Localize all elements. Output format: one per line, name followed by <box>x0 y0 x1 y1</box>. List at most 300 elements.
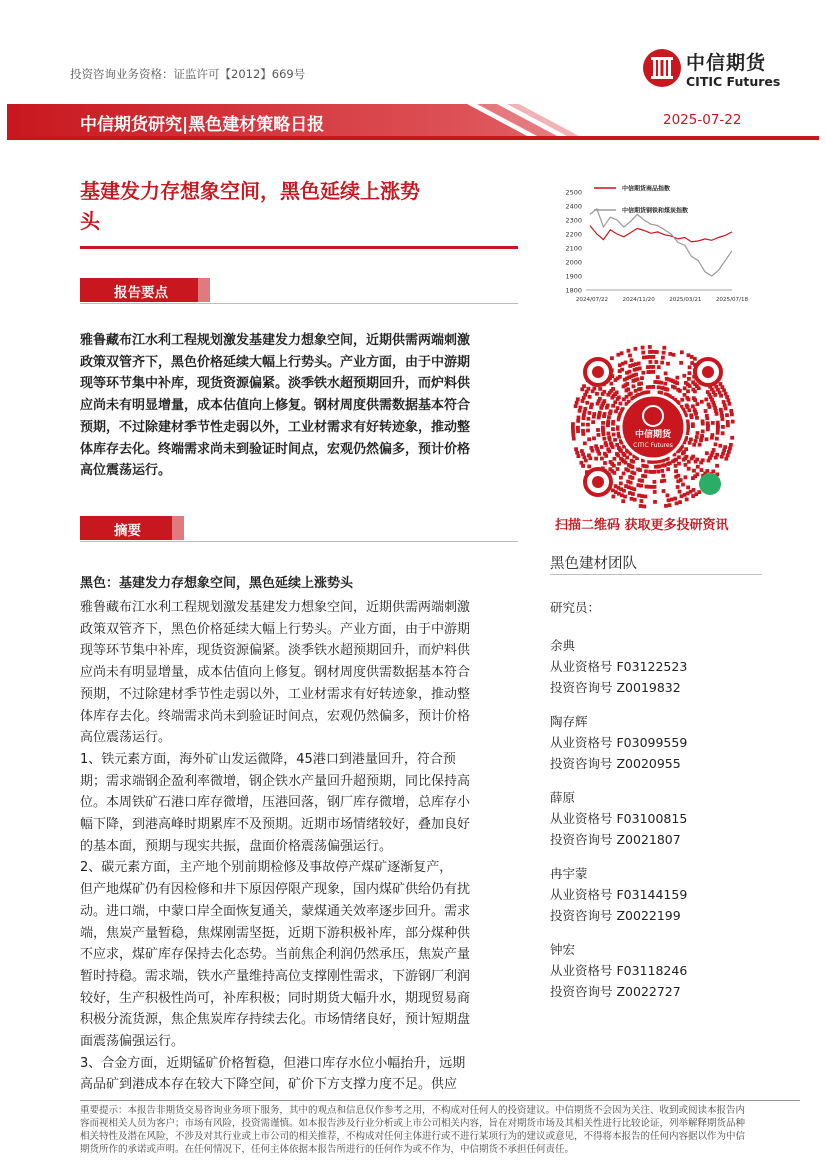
qr-module <box>652 350 656 354</box>
researcher-qual: 从业资格号 F03100815 <box>550 811 688 826</box>
qr-module <box>617 432 621 436</box>
qr-finder-dot <box>592 476 604 488</box>
qr-module <box>679 361 683 365</box>
qr-module <box>695 435 699 439</box>
qr-module <box>689 437 693 441</box>
qr-module <box>687 398 691 402</box>
qr-module <box>641 474 645 478</box>
qr-module <box>723 445 727 449</box>
qr-module <box>661 464 665 468</box>
qr-module <box>655 350 659 354</box>
qr-module <box>664 504 668 508</box>
qr-module <box>628 475 632 479</box>
qr-module <box>687 467 691 471</box>
qr-module <box>620 368 624 372</box>
x-tick-label: 2024/07/22 <box>575 297 609 303</box>
qr-module <box>611 404 615 408</box>
qr-module <box>641 346 645 350</box>
qr-module <box>592 387 596 391</box>
citic-logo-icon <box>642 48 682 88</box>
qr-module <box>627 463 631 467</box>
qr-module <box>676 485 680 489</box>
abstract-line: 动。进口端，中蒙口岸全面恢复通关，蒙煤通关效率逐步回升。需求 <box>80 903 471 919</box>
index-line-chart <box>552 180 762 310</box>
qr-module <box>693 389 697 393</box>
qr-module <box>728 447 732 451</box>
qr-module <box>662 351 666 355</box>
qr-module <box>682 458 686 462</box>
qr-module <box>628 354 632 358</box>
qr-module <box>730 436 734 440</box>
summary-line: 高位震荡运行。 <box>80 463 172 479</box>
qr-module <box>607 436 611 440</box>
abstract-line: 高品矿到港成本存在较大下降空间，矿价下方支撑力度不足。供应 <box>80 1077 458 1093</box>
qr-module <box>659 381 663 385</box>
qr-module <box>726 398 730 402</box>
x-tick-label: 2025/07/18 <box>715 297 749 303</box>
disclaimer-line: 容而视相关人员为客户；市场有风险，投资需谨慎。如本报告涉及行业分析或上市公司相关内容，旨在对期货市场及其相关性进行比较论证，列举解释期货品种 <box>80 1118 746 1129</box>
abstract-line: 较好，生产积极性尚可，补库积极；同时期货大幅升水，期现贸易商 <box>80 990 471 1006</box>
qr-module <box>680 350 684 354</box>
qr-module <box>696 431 700 435</box>
qr-module <box>596 428 600 432</box>
qr-module <box>649 360 653 364</box>
qr-module <box>577 454 581 458</box>
qr-module <box>571 433 575 437</box>
qr-module <box>731 420 735 424</box>
qr-module <box>687 460 691 464</box>
qr-module <box>663 382 667 386</box>
qr-module <box>630 471 634 475</box>
qr-module <box>648 385 652 389</box>
qr-module <box>590 403 594 407</box>
qr-module <box>724 457 728 461</box>
qr-module <box>625 382 629 386</box>
qr-module <box>598 397 602 401</box>
abstract-line: 端，焦炭产量暂稳，焦煤刚需坚挺，近期下游积极补库，部分煤种供 <box>80 925 471 941</box>
qr-module <box>699 438 703 442</box>
mini-program-icon <box>699 473 721 495</box>
qr-module <box>687 408 691 412</box>
qr-module <box>602 437 606 441</box>
qr-module <box>684 475 688 479</box>
qr-module <box>688 384 692 388</box>
qr-module <box>700 468 704 472</box>
qr-module <box>654 360 658 364</box>
qr-module <box>587 465 591 469</box>
x-tick-label: 2024/11/20 <box>622 297 655 303</box>
qr-module <box>594 457 598 461</box>
qr-module <box>695 416 699 420</box>
qr-center-text-cn: 中信期货 <box>634 430 672 440</box>
qr-module <box>591 420 595 424</box>
qr-module <box>619 482 623 486</box>
qr-module <box>592 436 596 440</box>
qr-module <box>616 467 620 471</box>
qr-module <box>633 498 637 502</box>
qr-module <box>685 498 689 502</box>
qr-module <box>651 365 655 369</box>
abstract-line: 体库存去化。终端需求尚未到验证时间点，宏观仍然偏多，预计价格 <box>80 708 471 724</box>
summary-label: 报告要点 <box>114 285 168 301</box>
legend-label: 中信期货商品指数 <box>622 185 671 193</box>
researcher-name: 钟宏 <box>550 942 576 957</box>
qr-module <box>626 387 630 391</box>
qr-module <box>726 420 730 424</box>
qr-code[interactable] <box>568 342 738 512</box>
qr-module <box>598 411 602 415</box>
qr-module <box>576 419 580 423</box>
qr-module <box>617 395 621 399</box>
qr-module <box>639 382 643 386</box>
qr-module <box>609 441 613 445</box>
qr-module <box>587 437 591 441</box>
qr-module <box>692 469 696 473</box>
qr-module <box>646 390 650 394</box>
qr-module <box>628 370 632 374</box>
qr-module <box>616 353 620 357</box>
qr-module <box>701 430 705 434</box>
abstract-line: 期；需求端钢企盈利率微增，钢企铁水产量回升超预期，同比保持高 <box>80 773 471 789</box>
y-tick-label: 2100 <box>565 244 582 253</box>
qr-module <box>719 394 723 398</box>
qr-module <box>621 499 625 503</box>
qr-module <box>720 455 724 459</box>
qr-module <box>602 390 606 394</box>
report-title-line: 基建发力存想象空间，黑色延续上涨势 <box>80 179 420 203</box>
qr-finder-dot <box>702 366 714 378</box>
abstract-line: 政策双管齐下，黑色价格延续大幅上行势头。产业方面，由于中游期 <box>80 621 471 637</box>
x-tick-label: 2025/03/21 <box>669 297 702 303</box>
qr-module <box>582 384 586 388</box>
qr-caption: 扫描二维码 获取更多投研资讯 <box>555 518 729 533</box>
researcher-name: 薛原 <box>550 790 576 805</box>
researcher-qual: 从业资格号 F03122523 <box>550 659 688 674</box>
qr-module <box>586 387 590 391</box>
qr-module <box>692 443 696 447</box>
qr-module <box>602 399 606 403</box>
qr-module <box>670 498 674 502</box>
disclaimer-line: 期货所作的承诺或声明。在任何情况下，任何主体依据本报告所进行的任何作为或不作为，中信期货不承担任何责任。 <box>80 1144 575 1155</box>
qr-module <box>587 453 591 457</box>
qr-module <box>674 464 678 468</box>
qr-module <box>664 371 668 375</box>
qr-module <box>611 387 615 391</box>
qr-module <box>687 377 691 381</box>
qr-module <box>581 429 585 433</box>
qr-module <box>686 424 690 428</box>
qr-module <box>586 423 590 427</box>
qr-module <box>628 491 632 495</box>
abstract-label: 摘要 <box>114 523 141 539</box>
researcher-qual: 从业资格号 F03144159 <box>550 887 688 902</box>
qr-module <box>683 386 687 390</box>
researcher-name: 陶存辉 <box>550 714 588 729</box>
researcher-name: 余典 <box>550 638 576 653</box>
qr-module <box>637 494 641 498</box>
qr-module <box>586 429 590 433</box>
qr-module <box>662 346 666 350</box>
qr-module <box>686 389 690 393</box>
qr-module <box>674 469 678 473</box>
summary-line: 政策双管齐下，黑色价格延续大幅上行势头。产业方面，由于中游期 <box>80 354 471 370</box>
qr-module <box>688 441 692 445</box>
qr-module <box>578 409 582 413</box>
qr-module <box>705 451 709 455</box>
qr-module <box>667 498 671 502</box>
qr-module <box>690 415 694 419</box>
qr-module <box>682 374 686 378</box>
y-tick-label: 2000 <box>565 258 582 267</box>
qr-module <box>630 358 634 362</box>
qr-module <box>638 478 642 482</box>
qr-module <box>576 426 580 430</box>
footer-divider <box>80 1100 800 1101</box>
qr-module <box>576 397 580 401</box>
qr-module <box>706 427 710 431</box>
logo-text-cn: 中信期货 <box>686 52 767 74</box>
qr-module <box>588 411 592 415</box>
qr-module <box>579 461 583 465</box>
qr-module <box>615 443 619 447</box>
qr-module <box>612 433 616 437</box>
qr-module <box>716 424 720 428</box>
qr-module <box>601 421 605 425</box>
qr-module <box>668 503 672 507</box>
qr-module <box>636 467 640 471</box>
qr-module <box>572 437 576 441</box>
report-title-line: 头 <box>80 209 100 233</box>
qr-module <box>618 375 622 379</box>
qr-module <box>624 484 628 488</box>
qr-module <box>639 387 643 391</box>
qr-module <box>630 497 634 501</box>
qr-module <box>606 447 610 451</box>
summary-line: 体库存去化。终端需求尚未到验证时间点，宏观仍然偏多，预计价格 <box>80 441 471 457</box>
qr-module <box>713 393 717 397</box>
qr-module <box>583 441 587 445</box>
qr-module <box>619 402 623 406</box>
qr-module <box>657 385 661 389</box>
qr-module <box>614 484 618 488</box>
qr-module <box>691 476 695 480</box>
qr-module <box>640 376 644 380</box>
qr-module <box>642 505 646 509</box>
qr-module <box>681 452 685 456</box>
qr-module <box>724 407 728 411</box>
researcher-name: 冉宇蒙 <box>550 866 588 881</box>
qr-module <box>700 400 704 404</box>
qr-module <box>574 404 578 408</box>
qr-module <box>624 361 628 365</box>
qr-module <box>666 462 670 466</box>
legend-label: 中信期货钢铁和煤炭指数 <box>622 207 689 215</box>
qr-module <box>714 456 718 460</box>
qr-module <box>571 422 575 426</box>
qr-module <box>575 451 579 455</box>
qr-module <box>678 500 682 504</box>
qr-module <box>571 426 575 430</box>
qr-module <box>653 500 657 504</box>
researcher-qual: 从业资格号 F03118246 <box>550 963 688 978</box>
qr-module <box>629 392 633 396</box>
qr-module <box>706 424 710 428</box>
summary-section-header <box>80 278 518 302</box>
qr-module <box>641 464 645 468</box>
qr-module <box>634 373 638 377</box>
qr-module <box>620 351 624 355</box>
qr-module <box>684 463 688 467</box>
qr-module <box>666 493 670 497</box>
researcher-inv: 投资咨询号 Z0019832 <box>550 680 681 695</box>
qr-module <box>598 387 602 391</box>
qr-module <box>640 499 644 503</box>
qr-module <box>622 472 626 476</box>
abstract-line: 预期，不过除建材季节性走弱以外，工业材需求有好转迹象，推动整 <box>80 686 471 702</box>
abstract-section-header <box>80 516 518 540</box>
researchers-label: 研究员： <box>550 600 601 615</box>
qr-module <box>661 474 665 478</box>
qr-module <box>606 432 610 436</box>
qr-module <box>715 464 719 468</box>
qr-module <box>661 356 665 360</box>
y-tick-label: 2300 <box>565 216 582 225</box>
qr-module <box>686 485 690 489</box>
qr-module <box>660 469 664 473</box>
qr-module <box>730 412 734 416</box>
qr-module <box>619 476 623 480</box>
qr-module <box>615 452 619 456</box>
disclaimer-line: 重要提示：本报告非期货交易咨询业务项下服务，其中的观点和信息仅作参考之用，不构成对任何人的投资建议。中信期货不会因为关注、收到或阅读本报告内 <box>80 1105 746 1116</box>
qr-module <box>616 425 620 429</box>
qr-module <box>576 429 580 433</box>
logo-text-en: CITIC Futures <box>686 74 781 89</box>
qr-module <box>613 438 617 442</box>
series-line-1 <box>590 209 732 276</box>
abstract-line: 位。本周铁矿石港口库存微增，压港回落，钢厂库存微增，总库存小 <box>80 795 471 811</box>
qr-module <box>714 442 718 446</box>
qr-module <box>648 345 652 349</box>
qr-module <box>588 395 592 399</box>
qr-module <box>722 400 726 404</box>
qr-module <box>677 462 681 466</box>
qr-module <box>673 386 677 390</box>
qr-module <box>728 402 732 406</box>
qr-module <box>729 409 733 413</box>
summary-line: 预期，不过除建材季节性走弱以外，工业材需求有好转迹象，推动整 <box>80 419 471 435</box>
qr-module <box>634 347 638 351</box>
qr-module <box>704 398 708 402</box>
researcher-qual: 从业资格号 F03099559 <box>550 735 688 750</box>
qr-module <box>632 384 636 388</box>
qr-module <box>604 441 608 445</box>
qr-module <box>691 424 695 428</box>
qr-module <box>707 459 711 463</box>
qr-module <box>725 395 729 399</box>
qr-module <box>678 389 682 393</box>
qr-module <box>606 419 610 423</box>
qr-module <box>579 406 583 410</box>
qr-module <box>651 370 655 374</box>
qr-module <box>668 352 672 356</box>
qr-module <box>688 371 692 375</box>
qr-module <box>611 420 615 424</box>
qr-module <box>611 488 615 492</box>
qr-module <box>704 409 708 413</box>
qr-module <box>653 490 657 494</box>
researcher-inv: 投资咨询号 Z0021807 <box>550 832 681 847</box>
disclaimer-line: 相关特性及潜在风险，不涉及对其行业或上市公司的相关推荐，不构成对任何主体进行或不进行某项行为的建议或意见，不得将本报告的任何内容据以作为中信 <box>80 1131 746 1142</box>
qr-module <box>648 350 652 354</box>
qr-module <box>726 453 730 457</box>
qr-module <box>651 385 655 389</box>
qr-module <box>600 445 604 449</box>
report-title <box>80 176 520 236</box>
qr-module <box>612 457 616 461</box>
qr-module <box>614 409 618 413</box>
qr-module <box>641 371 645 375</box>
y-tick-label: 2500 <box>565 188 582 197</box>
qr-module <box>617 462 621 466</box>
qr-module <box>656 375 660 379</box>
researcher-inv: 投资咨询号 Z0022199 <box>550 908 681 923</box>
abstract-line: 应尚未有明显增量，成本估值向上修复。钢材周度供需数据基本符合 <box>80 665 471 681</box>
qr-module <box>725 413 729 417</box>
qr-module <box>608 467 612 471</box>
qr-center-text-en: CITIC Futures <box>633 442 673 449</box>
qr-module <box>691 404 695 408</box>
team-title: 黑色建材团队 <box>550 556 637 572</box>
banner-title: 中信期货研究|黑色建材策略日报 <box>80 115 325 135</box>
y-tick-label: 1800 <box>565 286 582 295</box>
qr-module <box>626 480 630 484</box>
abstract-line: 面震荡偏强运行。 <box>80 1034 185 1050</box>
qr-module <box>627 349 631 353</box>
qr-module <box>727 450 731 454</box>
qr-module <box>653 480 657 484</box>
qr-module <box>715 437 719 441</box>
qr-module <box>597 433 601 437</box>
qr-module <box>724 392 728 396</box>
qr-module <box>708 405 712 409</box>
qr-module <box>691 494 695 498</box>
qr-module <box>697 386 701 390</box>
qr-module <box>634 389 638 393</box>
qr-module <box>666 362 670 366</box>
report-date: 2025-07-22 <box>663 112 742 128</box>
qr-module <box>654 465 658 469</box>
qr-module <box>636 377 640 381</box>
qr-module <box>705 437 709 441</box>
abstract-line: 暂时持稳。需求端，铁水产量维持高位支撑刚性需求，下游钢厂利润 <box>80 968 471 984</box>
qr-module <box>575 401 579 405</box>
qr-module <box>660 361 664 365</box>
qr-module <box>699 461 703 465</box>
qr-module <box>726 423 730 427</box>
qr-module <box>574 447 578 451</box>
qr-module <box>609 382 613 386</box>
qr-module <box>718 444 722 448</box>
qr-module <box>571 429 575 433</box>
y-tick-label: 1900 <box>565 272 582 281</box>
qr-module <box>611 427 615 431</box>
qr-module <box>651 355 655 359</box>
qr-module <box>636 483 640 487</box>
qr-module <box>609 409 613 413</box>
qr-module <box>657 365 661 369</box>
qr-finder-dot <box>592 366 604 378</box>
qr-module <box>675 381 679 385</box>
